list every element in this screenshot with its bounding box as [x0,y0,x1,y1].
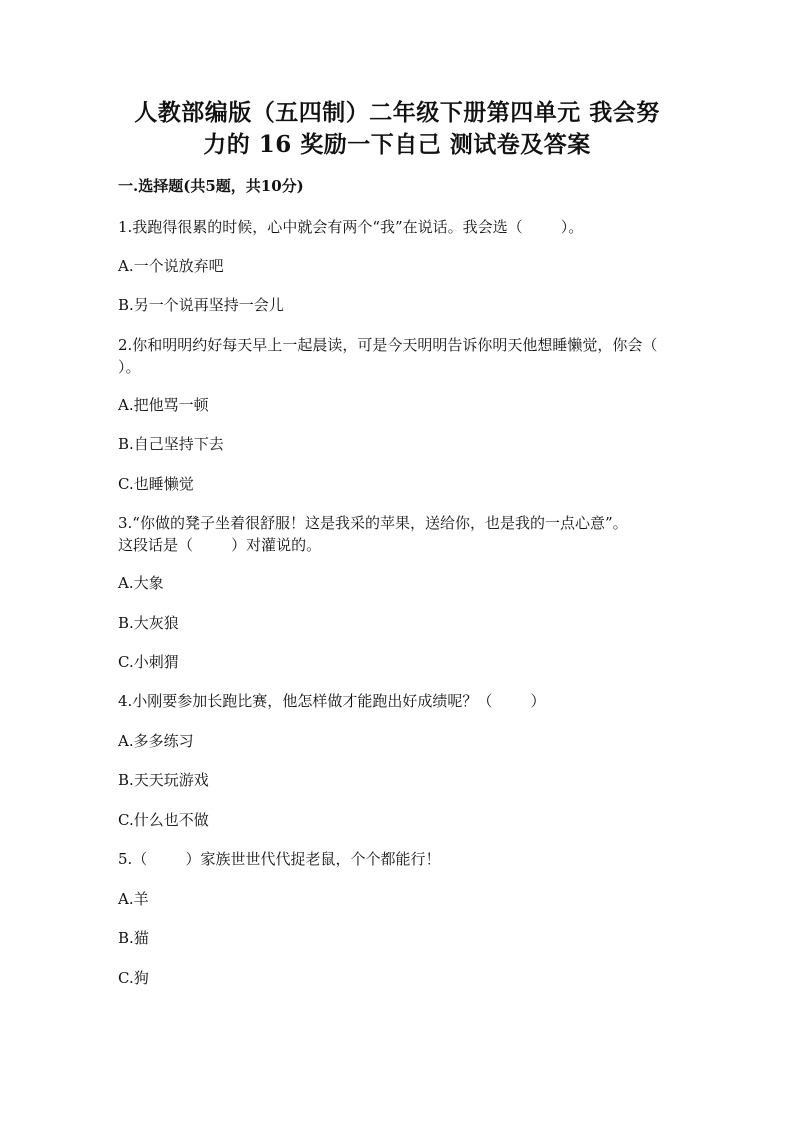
document-title [110,97,684,161]
question-5-option-c: C.狗 [118,969,149,987]
question-1-option-b: B.另一个说再坚持一会儿 [118,296,284,314]
question-4-option-a: A.多多练习 [118,732,194,750]
question-5-option-b: B.猫 [118,929,149,947]
title-line-2: 力的 16 奖励一下自己 测试卷及答案 [203,131,591,158]
question-4-option-b: B.天天玩游戏 [118,771,209,789]
question-4-stem: 4.小刚要参加长跑比赛，他怎样做才能跑出好成绩呢？（ ） [118,692,546,710]
title-line-1: 人教部编版（五四制）二年级下册第四单元 我会努 [134,99,660,126]
question-2-option-c: C.也睡懒觉 [118,475,194,493]
question-3-option-c: C.小刺猬 [118,653,179,671]
question-1-option-a: A.一个说放弃吧 [118,257,224,275]
question-5-option-a: A.羊 [118,890,149,908]
question-2-option-a: A.把他骂一顿 [118,396,209,414]
question-3-stem: 3.“你做的凳子坐着很舒服！这是我采的苹果，送给你，也是我的一点心意”。这段话是（ ）对灌说的。 [118,514,628,554]
question-2-option-b: B.自己坚持下去 [118,435,224,453]
question-2-stem: 2.你和明明约好每天早上一起晨读，可是今天明明告诉你明天他想睡懒觉，你会（ ）。 [118,336,686,376]
question-5-stem: 5.（ ）家族世世代代捉老鼠，个个都能行！ [118,850,441,868]
question-4-option-c: C.什么也不做 [118,811,209,829]
question-3-option-a: A.大象 [118,574,164,592]
question-1-stem: 1.我跑得很累的时候，心中就会有两个“我”在说话。我会选（ ）。 [118,218,584,236]
section-heading: 一.选择题(共5题，共10分) [118,177,304,195]
question-3-option-b: B.大灰狼 [118,614,179,632]
